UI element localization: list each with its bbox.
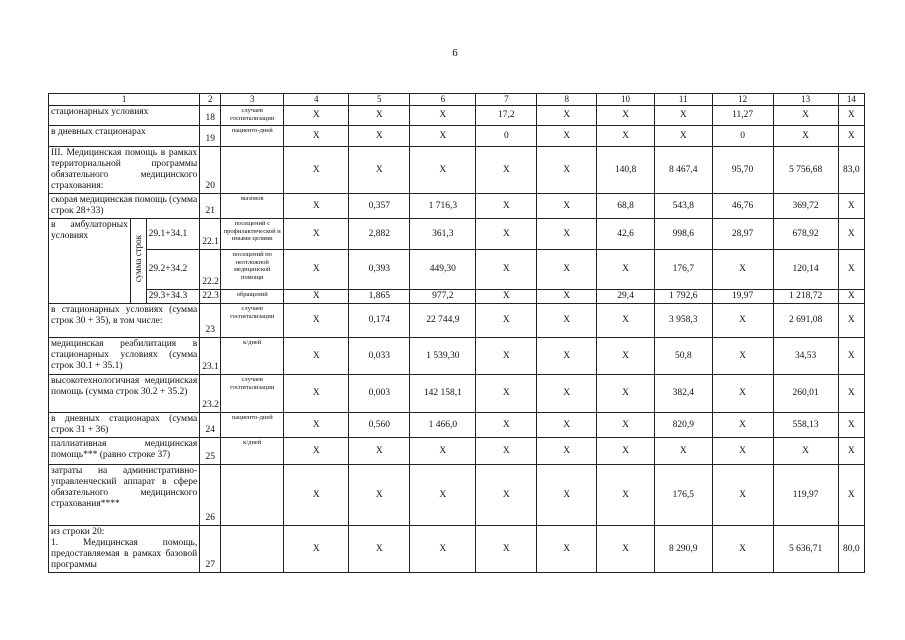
header-cell: 10 — [597, 94, 655, 106]
value-cell: X — [537, 194, 597, 219]
value-cell: X — [349, 126, 410, 147]
value-cell: X — [410, 126, 476, 147]
value-cell: X — [284, 147, 349, 194]
value-cell: X — [773, 126, 838, 147]
value-cell: 8 467,4 — [654, 147, 712, 194]
value-cell: X — [349, 465, 410, 526]
value-cell: X — [773, 438, 838, 465]
row-unit: посещений по неотложной медицинской помощи — [221, 250, 284, 290]
value-cell: X — [838, 290, 864, 304]
value-cell: X — [476, 290, 537, 304]
value-cell: 19,97 — [712, 290, 773, 304]
row-number: 25 — [200, 438, 221, 465]
value-cell: 17,2 — [476, 106, 537, 126]
value-cell: 361,3 — [410, 219, 476, 250]
table-row — [49, 304, 865, 338]
value-cell: 2 691,08 — [773, 304, 838, 338]
value-cell: 1 466,0 — [410, 413, 476, 438]
row-number: 23 — [200, 304, 221, 338]
value-cell: X — [712, 438, 773, 465]
row-unit: к/дней — [221, 438, 284, 465]
table-row — [49, 438, 865, 465]
value-cell: X — [284, 290, 349, 304]
value-cell: 369,72 — [773, 194, 838, 219]
row-label: из строки 20: 1. Медицинская помощь, предоставляемая в рамках базовой программы — [49, 526, 200, 573]
value-cell: X — [476, 147, 537, 194]
row-number: 23.1 — [200, 338, 221, 375]
value-cell: X — [284, 219, 349, 250]
value-cell: X — [284, 304, 349, 338]
value-cell: X — [597, 338, 655, 375]
value-cell: 95,70 — [712, 147, 773, 194]
row-unit: пациенто-дней — [221, 413, 284, 438]
value-cell: X — [284, 194, 349, 219]
value-cell: X — [476, 413, 537, 438]
value-cell: 42,6 — [597, 219, 655, 250]
header-cell: 11 — [654, 94, 712, 106]
value-cell: 22 744,9 — [410, 304, 476, 338]
value-cell: X — [838, 219, 864, 250]
header-cell: 13 — [773, 94, 838, 106]
value-cell: X — [537, 526, 597, 573]
header-cell: 14 — [838, 94, 864, 106]
value-cell: X — [597, 526, 655, 573]
value-cell: 11,27 — [712, 106, 773, 126]
table-row — [49, 375, 865, 413]
row-label: стационарных условиях — [49, 106, 200, 126]
value-cell: 142 158,1 — [410, 375, 476, 413]
value-cell: X — [597, 106, 655, 126]
value-cell: 0 — [476, 126, 537, 147]
row-sublabel: 29.3+34.3 — [146, 290, 200, 304]
value-cell: 0,003 — [349, 375, 410, 413]
table-row — [49, 219, 865, 250]
value-cell: X — [410, 438, 476, 465]
value-cell: X — [476, 438, 537, 465]
value-cell: X — [537, 290, 597, 304]
value-cell: 0,174 — [349, 304, 410, 338]
row-unit: случаев госпитализации — [221, 375, 284, 413]
row-unit: случаев госпитализации — [221, 106, 284, 126]
value-cell: X — [476, 219, 537, 250]
row-unit: случаев госпитализации — [221, 304, 284, 338]
row-unit — [221, 147, 284, 194]
value-cell: X — [537, 465, 597, 526]
header-row — [49, 94, 865, 106]
value-cell: X — [838, 338, 864, 375]
value-cell: X — [476, 375, 537, 413]
value-cell: X — [597, 438, 655, 465]
table-row — [49, 465, 865, 526]
value-cell: 140,8 — [597, 147, 655, 194]
row-label: в дневных стационарах — [49, 126, 200, 147]
value-cell: X — [284, 375, 349, 413]
row-sublabel: 29.2+34.2 — [146, 250, 200, 290]
value-cell: 977,2 — [410, 290, 476, 304]
value-cell: X — [410, 465, 476, 526]
value-cell: X — [712, 304, 773, 338]
value-cell: 558,13 — [773, 413, 838, 438]
row-number: 19 — [200, 126, 221, 147]
value-cell: 120,14 — [773, 250, 838, 290]
value-cell: X — [597, 304, 655, 338]
header-cell: 1 — [49, 94, 200, 106]
vertical-label-cell — [130, 219, 146, 304]
header-cell: 2 — [200, 94, 221, 106]
value-cell: X — [597, 250, 655, 290]
value-cell: 260,01 — [773, 375, 838, 413]
row-unit — [221, 465, 284, 526]
row-number: 27 — [200, 526, 221, 573]
value-cell: X — [284, 438, 349, 465]
row-number: 23.2 — [200, 375, 221, 413]
value-cell: X — [349, 438, 410, 465]
table-row — [49, 250, 865, 290]
value-cell: X — [284, 526, 349, 573]
table-row — [49, 338, 865, 375]
value-cell: X — [654, 126, 712, 147]
row-unit: обращений — [221, 290, 284, 304]
value-cell: 176,5 — [654, 465, 712, 526]
value-cell: X — [537, 413, 597, 438]
value-cell: X — [284, 338, 349, 375]
table-row — [49, 147, 865, 194]
value-cell: X — [476, 526, 537, 573]
value-cell: X — [476, 194, 537, 219]
value-cell: X — [537, 147, 597, 194]
value-cell: 46,76 — [712, 194, 773, 219]
row-unit: к/дней — [221, 338, 284, 375]
value-cell: 119,97 — [773, 465, 838, 526]
header-cell: 6 — [410, 94, 476, 106]
table-row — [49, 126, 865, 147]
value-cell: X — [597, 465, 655, 526]
value-cell: X — [838, 250, 864, 290]
value-cell: 0,393 — [349, 250, 410, 290]
row-label: в стационарных условиях (сумма строк 30 + 35), в том числе: — [49, 304, 200, 338]
value-cell: 0 — [712, 126, 773, 147]
value-cell: X — [712, 250, 773, 290]
value-cell: 543,8 — [654, 194, 712, 219]
row-label: III. Медицинская помощь в рамках территориальной программы обязательного медицинского страхования: — [49, 147, 200, 194]
row-number: 18 — [200, 106, 221, 126]
value-cell: 1 218,72 — [773, 290, 838, 304]
value-cell: 0,357 — [349, 194, 410, 219]
value-cell: 1 792,6 — [654, 290, 712, 304]
row-unit: пациенто-дней — [221, 126, 284, 147]
value-cell: X — [476, 304, 537, 338]
row-label: в дневных стационарах (сумма строк 31 + 36) — [49, 413, 200, 438]
value-cell: X — [476, 465, 537, 526]
value-cell: X — [712, 465, 773, 526]
value-cell: X — [537, 106, 597, 126]
row-number: 22.1 — [200, 219, 221, 250]
row-number: 22.2 — [200, 250, 221, 290]
value-cell: 1 539,30 — [410, 338, 476, 375]
value-cell: X — [284, 106, 349, 126]
row-label: медицинская реабилитация в стационарных условиях (сумма строк 30.1 + 35.1) — [49, 338, 200, 375]
vertical-label: сумма строк — [132, 235, 143, 283]
value-cell: X — [597, 126, 655, 147]
value-cell: X — [838, 375, 864, 413]
value-cell: X — [410, 106, 476, 126]
value-cell: 5 636,71 — [773, 526, 838, 573]
value-cell: X — [838, 106, 864, 126]
value-cell: X — [284, 126, 349, 147]
value-cell: 678,92 — [773, 219, 838, 250]
value-cell: X — [773, 106, 838, 126]
value-cell: 1 716,3 — [410, 194, 476, 219]
row-unit: вызовов — [221, 194, 284, 219]
value-cell: 29,4 — [597, 290, 655, 304]
value-cell: X — [537, 126, 597, 147]
value-cell: X — [838, 465, 864, 526]
header-cell: 12 — [712, 94, 773, 106]
value-cell: X — [284, 465, 349, 526]
row-label: высокотехнологичная медицинская помощь (сумма строк 30.2 + 35.2) — [49, 375, 200, 413]
value-cell: X — [349, 526, 410, 573]
value-cell: X — [537, 338, 597, 375]
value-cell: X — [537, 438, 597, 465]
value-cell: 5 756,68 — [773, 147, 838, 194]
value-cell: X — [838, 304, 864, 338]
value-cell: 1,865 — [349, 290, 410, 304]
value-cell: 8 290,9 — [654, 526, 712, 573]
table-row — [49, 194, 865, 219]
value-cell: 176,7 — [654, 250, 712, 290]
value-cell: X — [410, 526, 476, 573]
row-number: 24 — [200, 413, 221, 438]
table-row — [49, 526, 865, 573]
value-cell: X — [349, 147, 410, 194]
value-cell: 0,560 — [349, 413, 410, 438]
data-table — [48, 93, 865, 573]
header-cell: 7 — [476, 94, 537, 106]
value-cell: X — [838, 413, 864, 438]
header-cell: 3 — [221, 94, 284, 106]
value-cell: X — [476, 338, 537, 375]
value-cell: 28,97 — [712, 219, 773, 250]
value-cell: X — [537, 219, 597, 250]
value-cell: X — [284, 413, 349, 438]
header-cell: 4 — [284, 94, 349, 106]
value-cell: 998,6 — [654, 219, 712, 250]
value-cell: X — [712, 413, 773, 438]
value-cell: X — [410, 147, 476, 194]
value-cell: X — [654, 438, 712, 465]
value-cell: X — [597, 413, 655, 438]
value-cell: 0,033 — [349, 338, 410, 375]
value-cell: X — [712, 526, 773, 573]
table-row — [49, 413, 865, 438]
header-cell: 5 — [349, 94, 410, 106]
row-label: в амбулаторных условиях — [49, 219, 131, 304]
value-cell: 34,53 — [773, 338, 838, 375]
row-number: 20 — [200, 147, 221, 194]
value-cell: X — [476, 250, 537, 290]
value-cell: 83,0 — [838, 147, 864, 194]
row-sublabel: 29.1+34.1 — [146, 219, 200, 250]
row-number: 22.3 — [200, 290, 221, 304]
table-row — [49, 290, 865, 304]
value-cell: 80,0 — [838, 526, 864, 573]
value-cell: 820,9 — [654, 413, 712, 438]
value-cell: X — [597, 375, 655, 413]
row-unit — [221, 526, 284, 573]
row-label: паллиативная медицинская помощь*** (равно строке 37) — [49, 438, 200, 465]
value-cell: X — [284, 250, 349, 290]
page-number: 6 — [452, 47, 458, 59]
value-cell: X — [654, 106, 712, 126]
value-cell: 68,8 — [597, 194, 655, 219]
value-cell: X — [537, 304, 597, 338]
value-cell: X — [712, 375, 773, 413]
value-cell: 449,30 — [410, 250, 476, 290]
value-cell: 2,882 — [349, 219, 410, 250]
row-number: 26 — [200, 465, 221, 526]
value-cell: 50,8 — [654, 338, 712, 375]
value-cell: X — [838, 126, 864, 147]
value-cell: X — [349, 106, 410, 126]
value-cell: X — [537, 250, 597, 290]
header-cell: 8 — [537, 94, 597, 106]
value-cell: X — [838, 194, 864, 219]
row-label: затраты на административно-управленческий аппарат в сфере обязательного медицинского страхования**** — [49, 465, 200, 526]
value-cell: X — [712, 338, 773, 375]
value-cell: X — [838, 438, 864, 465]
value-cell: X — [537, 375, 597, 413]
row-label: скорая медицинская помощь (сумма строк 28+33) — [49, 194, 200, 219]
row-number: 21 — [200, 194, 221, 219]
row-unit: посещений с профилактической и иными целями — [221, 219, 284, 250]
value-cell: 3 958,3 — [654, 304, 712, 338]
table-row — [49, 106, 865, 126]
value-cell: 382,4 — [654, 375, 712, 413]
